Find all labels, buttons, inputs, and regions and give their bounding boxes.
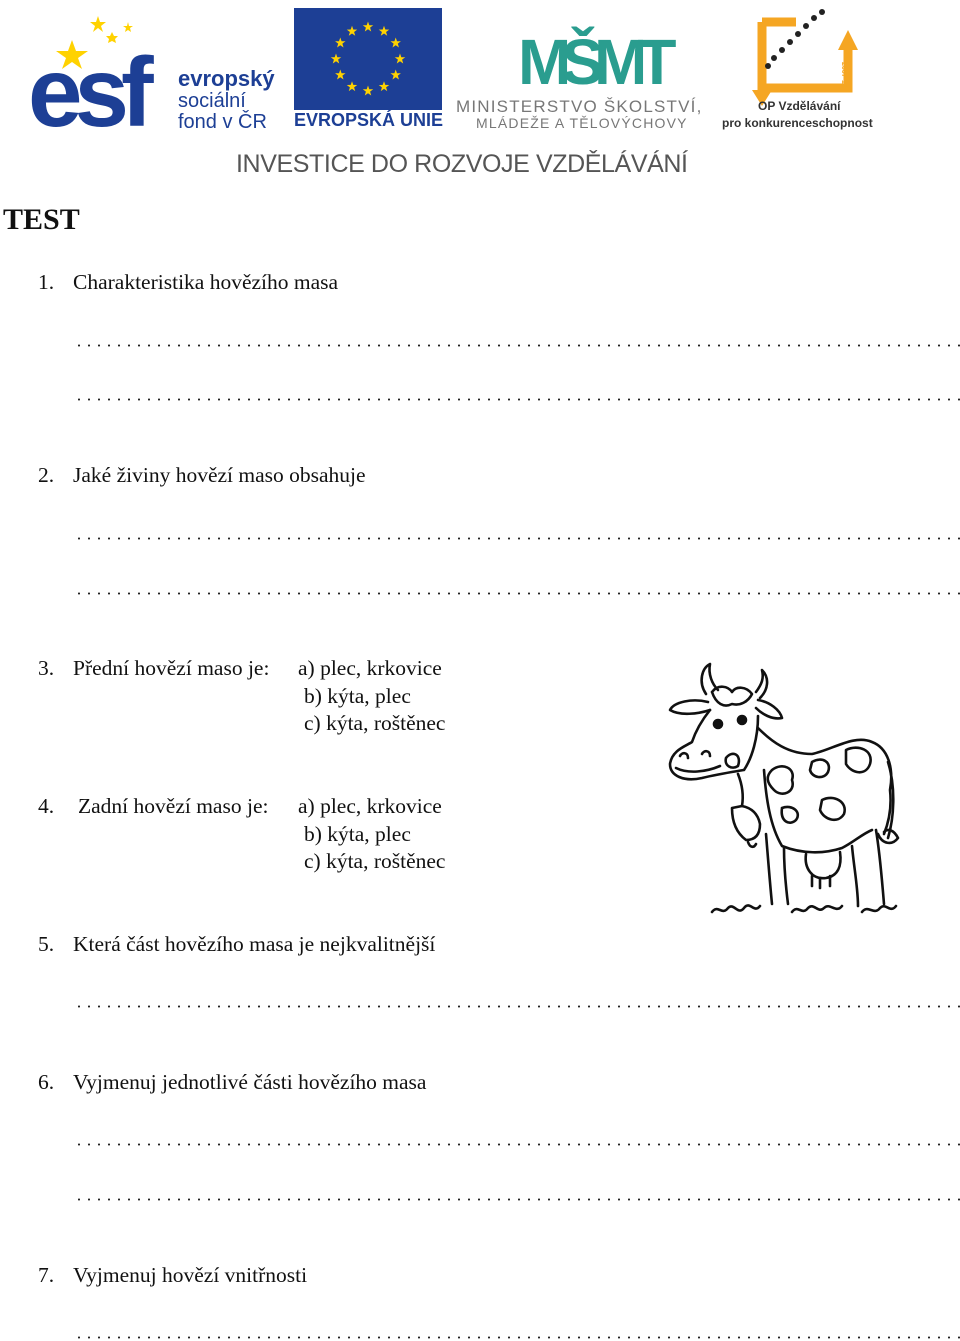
question-4-text: Zadní hovězí maso je: [78, 794, 269, 818]
answer-line-1a[interactable] [74, 344, 960, 347]
answer-line-5a[interactable] [74, 1005, 960, 1008]
question-5-number: 5. [38, 932, 55, 956]
answer-line-1b[interactable] [74, 398, 960, 401]
eu-flag-icon [294, 8, 442, 110]
msmt-mark: MŠMT [518, 26, 667, 98]
question-4-option-c[interactable]: c) kýta, roštěnec [304, 849, 446, 873]
op-line-1: OP Vzdělávání [758, 99, 841, 113]
question-3-option-a[interactable]: a) plec, krkovice [298, 656, 442, 680]
question-3 [0, 656, 660, 684]
question-1-text: Charakteristika hovězího masa [73, 270, 339, 294]
msmt-line-1: MINISTERSTVO ŠKOLSTVÍ, [456, 97, 703, 116]
esf-logo [28, 8, 288, 132]
answer-line-6b[interactable] [74, 1198, 960, 1201]
answer-line-7a[interactable] [74, 1336, 960, 1339]
answer-line-6a[interactable] [74, 1143, 960, 1146]
question-3-text: Přední hovězí maso je: [73, 656, 270, 680]
question-7 [0, 1263, 700, 1291]
answer-line-2a[interactable] [74, 537, 960, 540]
question-4 [0, 794, 660, 822]
question-7-text: Vyjmenuj hovězí vnitřnosti [73, 1263, 308, 1287]
question-6-number: 6. [38, 1070, 55, 1094]
question-1 [0, 270, 700, 298]
op-line-2: pro konkurenceschopnost [722, 116, 873, 130]
header-tagline: INVESTICE DO ROZVOJE VZDĚLÁVÁNÍ [236, 150, 688, 178]
question-3-option-c[interactable]: c) kýta, roštěnec [304, 711, 446, 735]
page-title: TEST [3, 203, 80, 236]
msmt-logo [456, 6, 716, 132]
esf-text-line-2: sociální [178, 90, 246, 112]
question-2-text: Jaké živiny hovězí maso obsahuje [73, 463, 366, 487]
esf-mark: esf [28, 37, 146, 132]
question-3-option-b[interactable]: b) kýta, plec [304, 684, 411, 708]
question-1-number: 1. [38, 270, 55, 294]
msmt-line-2: MLÁDEŽE A TĚLOVÝCHOVY [476, 115, 688, 131]
question-5 [0, 932, 700, 960]
eu-label: EVROPSKÁ UNIE [294, 110, 444, 130]
question-4-number: 4. [38, 794, 55, 818]
question-7-number: 7. [38, 1263, 55, 1287]
op-years: 2007-13 [840, 62, 847, 88]
question-4-option-b[interactable]: b) kýta, plec [304, 822, 411, 846]
question-6-text: Vyjmenuj jednotlivé části hovězího masa [73, 1070, 427, 1094]
question-4-option-a[interactable]: a) plec, krkovice [298, 794, 442, 818]
question-2-number: 2. [38, 463, 55, 487]
answer-line-2b[interactable] [74, 592, 960, 595]
question-2 [0, 463, 700, 491]
esf-text-line-3: fond v ČR [178, 111, 267, 132]
esf-text-line-1: evropský [178, 66, 275, 91]
op-vzdelavani-logo [722, 6, 892, 132]
question-6 [0, 1070, 700, 1098]
question-3-number: 3. [38, 656, 55, 680]
question-5-text: Která část hovězího masa je nejkvalitnější [73, 932, 436, 956]
cow-illustration [662, 658, 902, 920]
